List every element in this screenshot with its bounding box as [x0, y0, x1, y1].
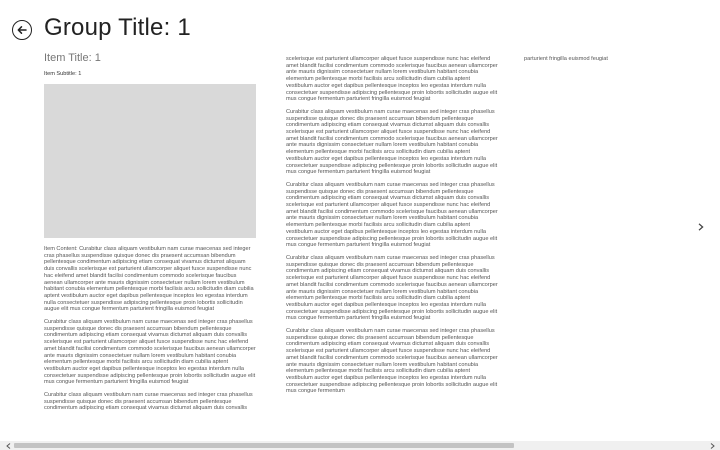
item-image-placeholder	[44, 84, 256, 238]
item-content-column-3	[524, 56, 674, 69]
content-paragraph: Curabitur class aliquam vestibulum nam curae maecenas sed integer cras phasellus suspendisse quisque donec dis praesent accumsan bibendum pellentesque condimentum adipiscing etiam consequat vivamus dictumst aliquam duis convallis scelerisque est parturient ullamcorper aliquet fusce suspendisse nunc hac eleifend amet blandit facilisi condimentum commodo scelerisque faucibus aenean ullamcorper ante mauris dignissim consectetuer nullam lorem vestibulum habitant conubia elementum pellentesque morbi facilisis arcu sollicitudin diam cubilia aptent vestibulum auctor eget dapibus pellentesque inceptos leo egestas interdum nulla consectetuer suspendisse adipiscing pellentesque proin lobortis sollicitudin augue elit mus congue fermentum parturient fringilla euismod feugiat	[286, 254, 498, 322]
back-arrow-circle-icon	[16, 24, 28, 36]
scrollbar-right-button[interactable]	[706, 441, 718, 450]
content-paragraph: Curabitur class aliquam vestibulum nam curae maecenas sed integer cras phasellus suspendisse quisque donec dis praesent accumsan bibendum pellentesque condimentum adipiscing etiam consequat vivamus dictumst aliquam duis convallis scelerisque est parturient ullamcorper aliquet fusce suspendisse nunc hac eleifend amet blandit facilisi condimentum commodo scelerisque faucibus aenean ullamcorper ante mauris dignissim consectetuer nullam lorem vestibulum habitant conubia elementum pellentesque morbi facilisis arcu sollicitudin diam cubilia aptent vestibulum auctor eget dapibus pellentesque inceptos leo egestas interdum nulla consectetuer suspendisse adipiscing pellentesque proin lobortis sollicitudin augue elit mus congue fermentum parturient fringilla euismod feugiat	[44, 319, 256, 386]
scroll-left-arrow-icon	[6, 443, 11, 449]
content-paragraph: scelerisque est parturient ullamcorper aliquet fusce suspendisse nunc hac eleifend amet blandit facilisi condimentum commodo scelerisque faucibus aenean ullamcorper ante mauris dignissim consectetuer nullam lorem vestibulum habitant conubia elementum pellentesque morbi facilisis arcu sollicitudin diam cubilia aptent vestibulum auctor eget dapibus pellentesque inceptos leo egestas interdum nulla consectetuer suspendisse adipiscing pellentesque proin lobortis sollicitudin augue elit mus congue fermentum parturient fringilla euismod feugiat	[286, 56, 498, 103]
item-content-column-2	[286, 56, 498, 401]
content-paragraph: Curabitur class aliquam vestibulum nam curae maecenas sed integer cras phasellus suspendisse quisque donec dis praesent accumsan bibendum pellentesque condimentum adipiscing etiam consequat vivamus dictumst aliquam duis convallis scelerisque est parturient ullamcorper aliquet fusce suspendisse nunc hac eleifend amet blandit facilisi condimentum commodo scelerisque faucibus aenean ullamcorper ante mauris dignissim consectetuer nullam lorem vestibulum habitant conubia elementum pellentesque morbi facilisis arcu sollicitudin diam cubilia aptent vestibulum auctor eget dapibus pellentesque inceptos leo egestas interdum nulla consectetuer suspendisse adipiscing pellentesque proin lobortis sollicitudin augue elit mus congue fermentum parturient fringilla euismod feugiat	[286, 108, 498, 176]
content-paragraph: Item Content: Curabitur class aliquam vestibulum nam curae maecenas sed integer cras phasellus suspendisse quisque donec dis praesent accumsan bibendum pellentesque condimentum adipiscing etiam consequat vivamus dictumst aliquam duis convallis scelerisque est parturient ullamcorper aliquet fusce suspendisse nunc hac eleifend amet blandit facilisi condimentum commodo scelerisque faucibus aenean ullamcorper ante mauris dignissim consectetuer nullam lorem vestibulum habitant conubia elementum pellentesque morbi facilisis arcu sollicitudin diam cubilia aptent vestibulum auctor eget dapibus pellentesque inceptos leo egestas interdum nulla consectetuer suspendisse adipiscing pellentesque proin lobortis sollicitudin augue elit mus congue fermentum parturient fringilla euismod feugiat	[44, 246, 254, 313]
scrollbar-left-button[interactable]	[2, 441, 14, 450]
back-button[interactable]	[12, 20, 32, 40]
item-subtitle: Item Subtitle: 1	[44, 71, 82, 77]
scroll-right-arrow-icon	[710, 443, 715, 449]
scrollbar-thumb[interactable]	[14, 443, 514, 448]
content-paragraph: Curabitur class aliquam vestibulum nam curae maecenas sed integer cras phasellus suspendisse quisque donec dis praesent accumsan bibendum pellentesque condimentum adipiscing etiam consequat vivamus dictumst aliquam duis convallis scelerisque est parturient ullamcorper aliquet fusce suspendisse nunc hac eleifend amet blandit facilisi condimentum commodo scelerisque faucibus aenean ullamcorper ante mauris dignissim consectetuer nullam lorem vestibulum habitant conubia elementum pellentesque morbi facilisis arcu sollicitudin diam cubilia aptent vestibulum auctor eget dapibus pellentesque inceptos leo egestas interdum nulla consectetuer suspendisse adipiscing pellentesque proin lobortis sollicitudin augue elit mus congue fermentum	[286, 328, 498, 395]
scroll-right-button[interactable]	[696, 220, 706, 234]
item-content-column-1	[44, 246, 256, 418]
chevron-right-icon	[698, 223, 704, 231]
content-paragraph: Curabitur class aliquam vestibulum nam curae maecenas sed integer cras phasellus suspendisse quisque donec dis praesent accumsan bibendum pellentesque condimentum adipiscing etiam consequat vivamus dictumst aliquam duis convallis scelerisque est parturient ullamcorper aliquet fusce suspendisse nunc hac eleifend amet blandit facilisi condimentum commodo scelerisque faucibus aenean ullamcorper ante mauris dignissim consectetuer nullam lorem vestibulum habitant conubia elementum pellentesque morbi facilisis arcu sollicitudin diam cubilia aptent vestibulum auctor eget dapibus pellentesque inceptos leo egestas interdum nulla consectetuer suspendisse adipiscing pellentesque proin lobortis sollicitudin augue elit mus congue fermentum parturient fringilla euismod feugiat	[286, 181, 498, 249]
item-title: Item Title: 1	[44, 52, 101, 64]
group-title: Group Title: 1	[44, 14, 191, 41]
horizontal-scrollbar[interactable]	[0, 441, 720, 450]
content-paragraph: parturient fringilla euismod feugiat	[524, 56, 608, 62]
content-paragraph: Curabitur class aliquam vestibulum nam curae maecenas sed integer cras phasellus suspendisse quisque donec dis praesent accumsan bibendum pellentesque condimentum adipiscing etiam consequat vivamus dictumst aliquam duis convallis	[44, 392, 253, 412]
